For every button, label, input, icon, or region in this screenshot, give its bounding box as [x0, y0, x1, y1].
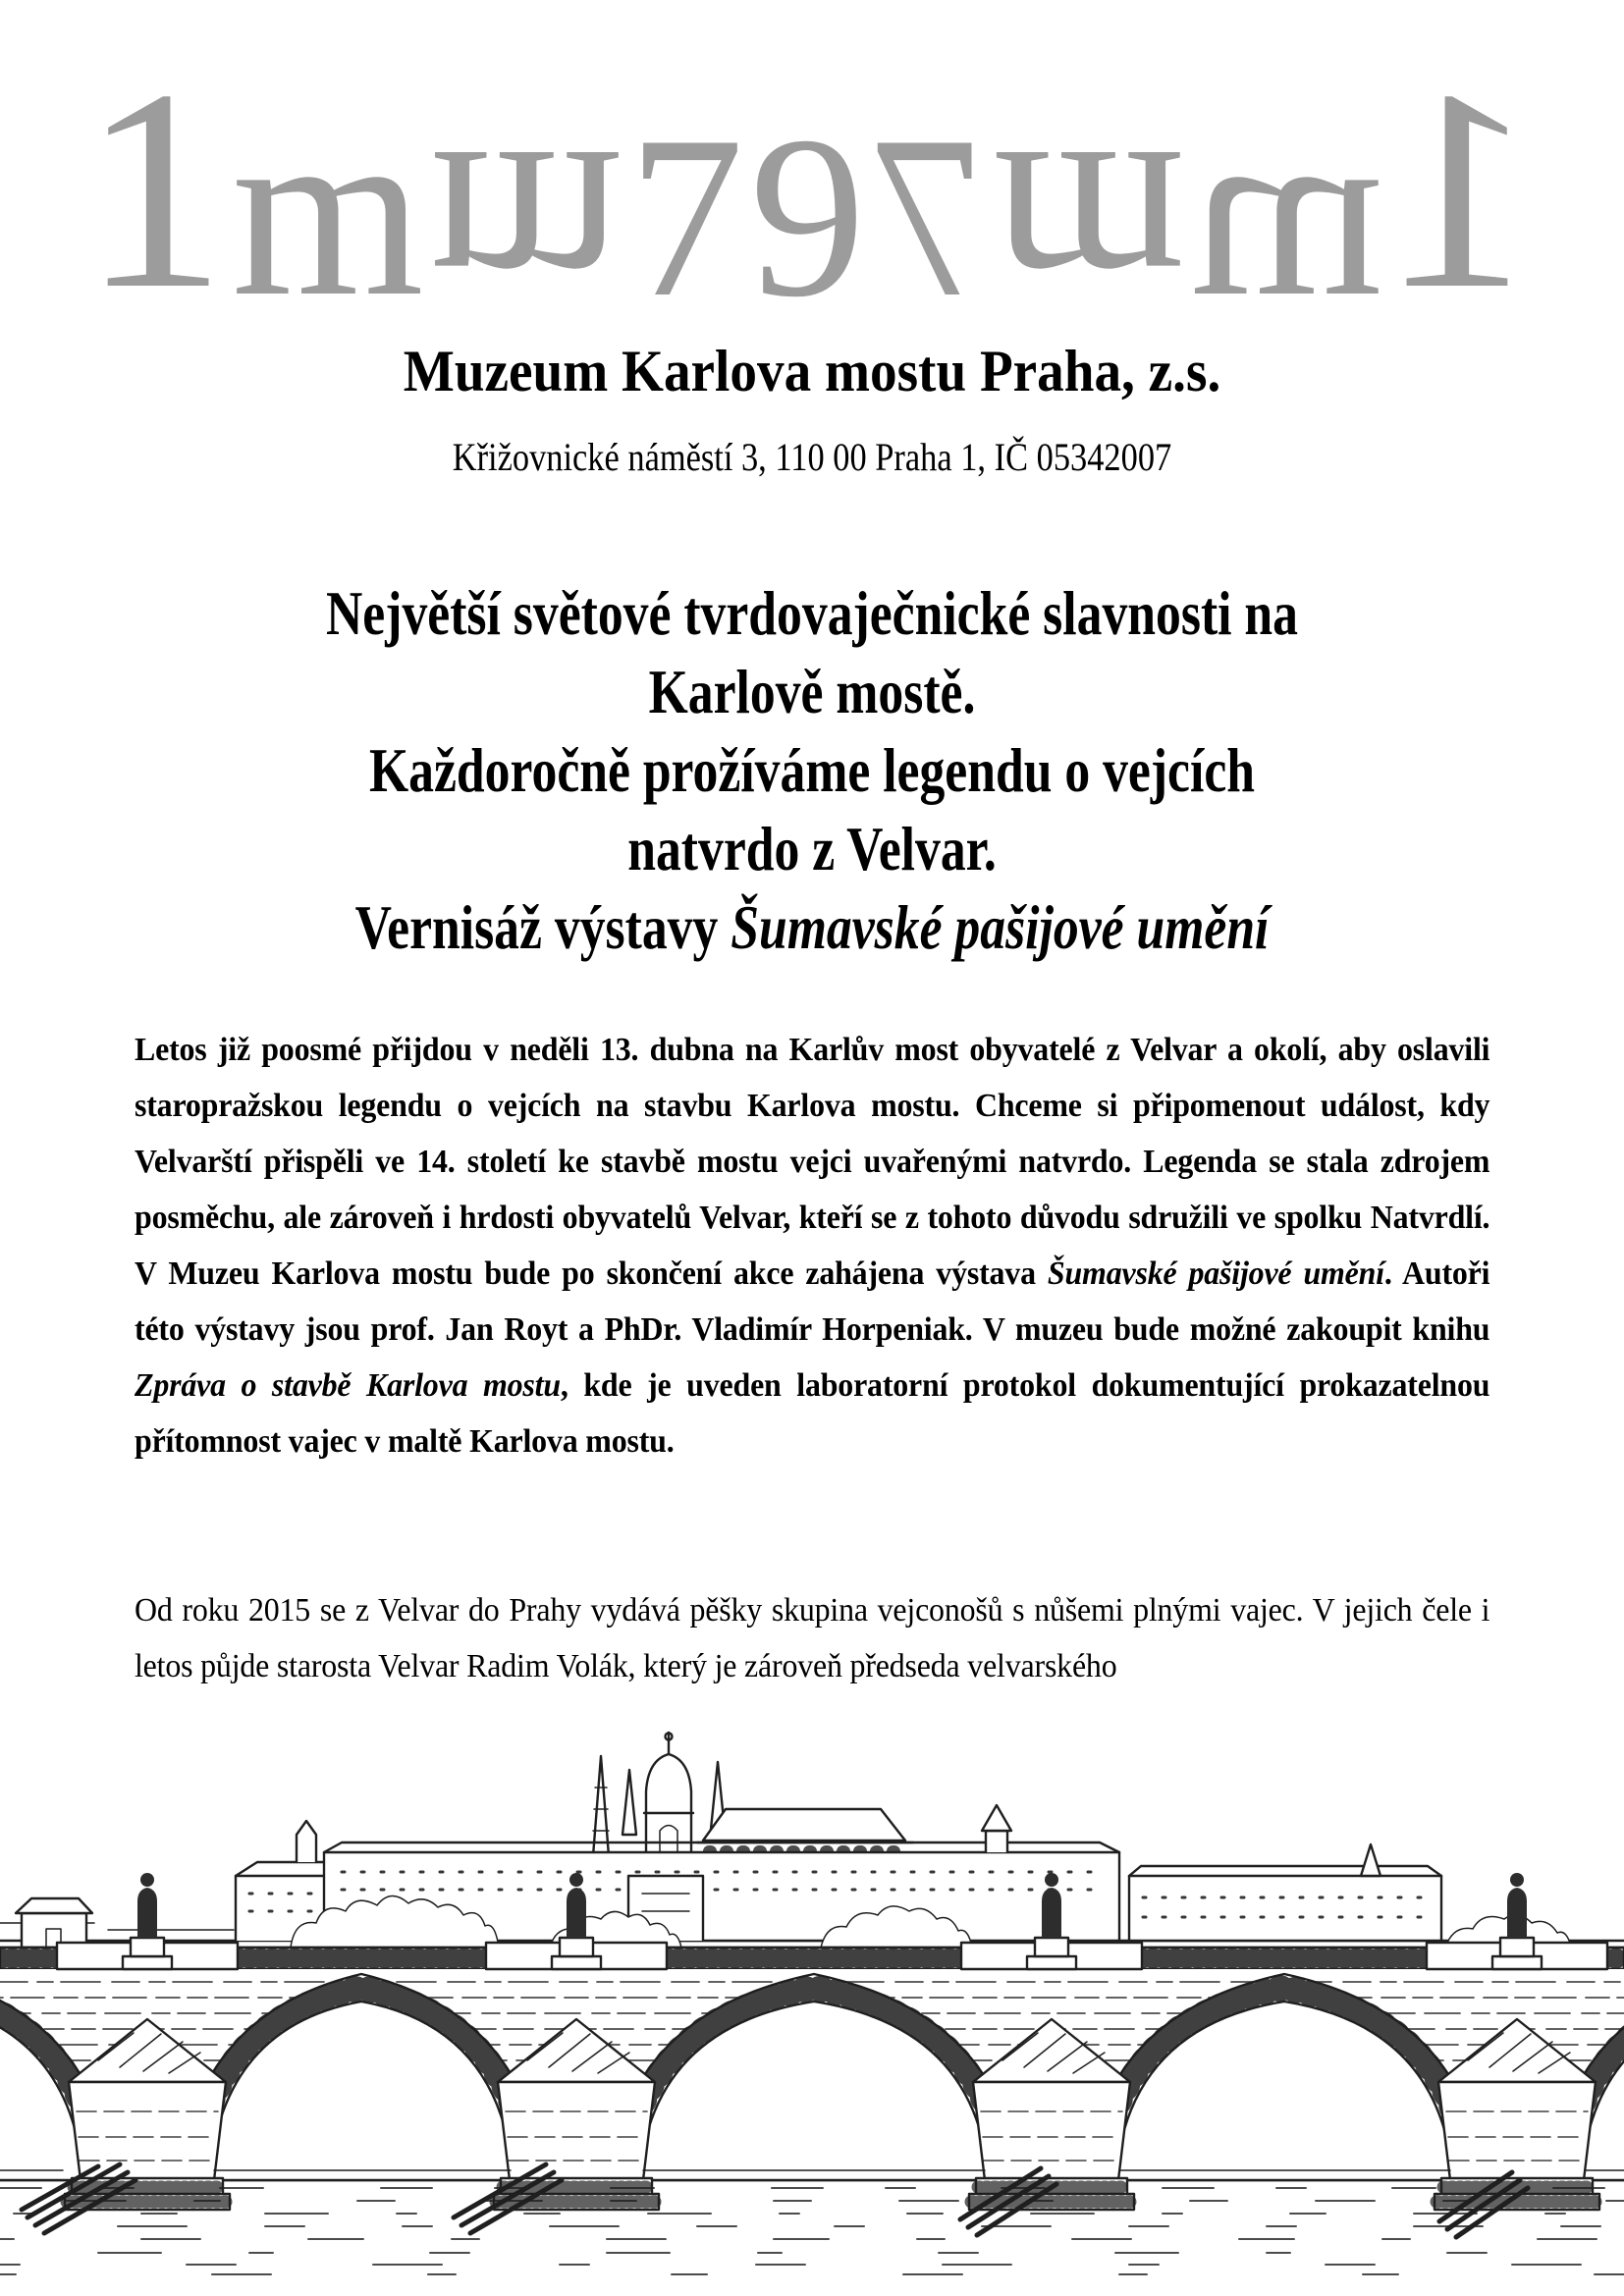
text-run: Největší světové tvrdovaječnické slavnosti na: [326, 579, 1298, 648]
text-run: Od roku 2015 se z Velvar do Prahy vydává pěšky skupina vejconošů s nůšemi plnými vajec. V jejich čele i letos půjde starosta Velvar Radim Volák, který je zároveň předseda velvarského: [135, 1592, 1490, 1684]
text-run: Každoročně prožíváme legendu o vejcích: [368, 736, 1255, 805]
headline: [0, 574, 1624, 967]
text-run: . Autoři této výstavy jsou prof. Jan Royt a PhDr. Vladimír Horpeniak. V muzeu bude možné zakoupit knihu: [135, 1255, 1490, 1348]
body-paragraph-1: [135, 1022, 1489, 1469]
charles-bridge-illustration: [0, 1727, 1624, 2296]
body-paragraph-2: [135, 1582, 1489, 1694]
text-run: Šumavské pašijové umění: [1047, 1255, 1384, 1292]
text-run: Zpráva o stavbě Karlova mostu: [135, 1367, 561, 1404]
text-run: Vernisáž výstavy: [354, 893, 731, 962]
town-buildings-right: [1129, 1844, 1441, 1941]
text-run: Šumavské pašijové umění: [731, 893, 1270, 962]
text-run: natvrdo z Velvar.: [627, 815, 997, 883]
headline-line-3: [146, 731, 1478, 810]
text-run: , kde je uveden laboratorní protokol dokumentující prokazatelnou přítomnost vajec v maltě Karlova mostu.: [135, 1367, 1490, 1460]
bridge-gatehouse: [16, 1898, 92, 1948]
text-run: m: [993, 98, 1186, 373]
text-run: Karlově mostě.: [648, 658, 976, 726]
organization-name: Muzeum Karlova mostu Praha, z.s.: [403, 339, 1221, 403]
st-vitus-cathedral: [593, 1733, 913, 1860]
river-water: [0, 2170, 1624, 2274]
text-run: m: [231, 73, 424, 347]
castle-tower: [982, 1805, 1011, 1852]
bridge-statue: [123, 1873, 172, 1969]
text-run: m: [429, 98, 623, 373]
headline-line-2: [146, 653, 1478, 731]
text-run: Letos již poosmé přijdou v neděli 13. dubna na Karlův most obyvatelé z Velvar a okolí, aby oslavili staropražskou legendu o vejcích na stavbu Karlova mostu. Chceme si připomenout událost, kdy Velvarští přispěli ve 14. století ke stavbě mostu vejci uvařenými natvrdo. Legenda se stala zdrojem posměchu, ale zároveň i hrdosti obyvatelů Velvar, kteří se z tohoto důvodu sdružili ve spolku Natvrdlí. V Muzeu Karlova mostu bude po skončení akce zahájena výstava: [135, 1032, 1490, 1292]
headline-line-1: [146, 574, 1478, 653]
text-run: m: [1191, 73, 1384, 347]
text-run: 9: [749, 89, 866, 346]
text-run: 7: [871, 89, 988, 346]
organization-address: Křižovnické náměstí 3, 110 00 Praha 1, IČ 05342007: [452, 435, 1172, 479]
text-run: 1: [82, 31, 226, 348]
headline-line-5: [146, 888, 1478, 967]
bridge-parapet: [0, 1948, 1624, 1969]
text-run: 7: [627, 89, 744, 346]
headline-line-4: [146, 810, 1478, 888]
text-run: 1: [1388, 31, 1533, 348]
